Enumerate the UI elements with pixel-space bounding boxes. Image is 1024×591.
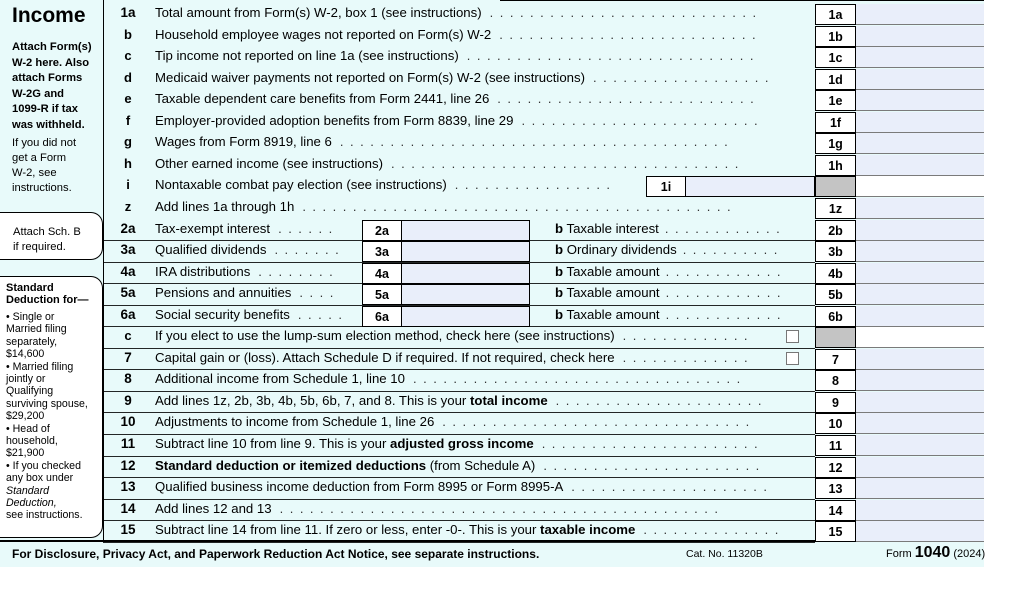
line-5b-box-label: 5b xyxy=(815,284,856,305)
line-2b-inline-amount-field[interactable] xyxy=(402,220,530,241)
line-2b-b-dot-leader: ............ xyxy=(664,220,787,236)
line-7-checkbox[interactable] xyxy=(786,352,799,365)
line-1a-description: Total amount from Form(s) W-2, box 1 (see instructions) xyxy=(155,5,482,20)
line-7-number: 7 xyxy=(124,349,132,365)
line-1d-box-label: 1d xyxy=(815,69,856,90)
line-11-box-label: 11 xyxy=(815,435,856,456)
line-row15-dot-leader: ............. xyxy=(622,328,755,344)
line-2b-box-label: 2b xyxy=(815,220,856,241)
std-deduction-line: jointly or xyxy=(6,373,46,385)
line-5b-b-description: b Taxable amount xyxy=(555,285,660,301)
footer-form-id: Form 1040 (2024) xyxy=(886,544,986,561)
std-deduction-line: • Single or xyxy=(6,311,55,323)
line-1c-dot-leader: ............................. xyxy=(466,48,760,64)
line-2b-number: 2a xyxy=(120,220,136,236)
line-7-box-label: 7 xyxy=(815,349,856,370)
std-deduction-line: household, xyxy=(6,435,58,447)
row-rule xyxy=(103,369,815,370)
line-1z-amount-field[interactable] xyxy=(856,198,984,219)
line-1i-number: i xyxy=(126,177,130,193)
line-row15-shaded-box xyxy=(815,327,856,348)
line-1f-dot-leader: ........................ xyxy=(521,112,765,128)
left-column-rule xyxy=(103,0,104,540)
line-row15-number: c xyxy=(124,328,132,344)
line-2b-b-description: b Taxable interest xyxy=(555,220,659,236)
line-9-description: Add lines 1z, 2b, 3b, 4b, 5b, 6b, 7, and 8. This is your total income xyxy=(155,392,548,408)
line-13-description: Qualified business income deduction from Form 8995 or Form 8995-A xyxy=(155,479,564,495)
line-2b-amount-field[interactable] xyxy=(856,220,984,241)
row-rule xyxy=(103,391,815,392)
std-deduction-line: surviving spouse, xyxy=(6,397,88,410)
line-12-number: 12 xyxy=(120,457,136,473)
line-1d-dot-leader: .................. xyxy=(592,69,775,85)
line-1c-number: c xyxy=(124,48,132,64)
std-deduction-line: Standard xyxy=(6,484,49,497)
line-6b-b-description: b Taxable amount xyxy=(555,306,660,322)
line-6b-b-dot-leader: ............ xyxy=(665,306,787,322)
line-1d-number: d xyxy=(124,69,132,85)
line-12-dot-leader: ...................... xyxy=(543,457,766,473)
line-1i-shaded-box xyxy=(815,176,856,197)
std-deduction-heading: Deduction for— xyxy=(6,294,89,306)
line-1i-inline-label: 1i xyxy=(646,176,686,197)
line-4b-dot-leader: ........ xyxy=(258,263,340,279)
line-1d-amount-field[interactable] xyxy=(856,69,984,90)
line-8-box-label: 8 xyxy=(815,370,856,391)
line-1b-dot-leader: .......................... xyxy=(499,26,763,42)
top-rule xyxy=(500,0,984,1)
line-10-number: 10 xyxy=(120,414,136,430)
line-14-number: 14 xyxy=(120,500,136,516)
line-1b-amount-field[interactable] xyxy=(856,26,984,47)
line-1b-number: b xyxy=(124,26,132,42)
line-1b-description: Household employee wages not reported on Form(s) W-2 xyxy=(155,26,492,42)
std-deduction-line: Married filing xyxy=(6,323,67,336)
line-13-dot-leader: .................... xyxy=(571,479,774,495)
line-4b-amount-field[interactable] xyxy=(856,263,984,284)
footer-cat-no: Cat. No. 11320B xyxy=(686,548,763,560)
line-5b-number: 5a xyxy=(120,285,136,301)
line-5b-inline-label: 5a xyxy=(362,284,402,305)
line-5b-description: Pensions and annuities xyxy=(155,285,292,301)
no-w2-note-line: instructions. xyxy=(12,182,72,194)
line-13-amount-field[interactable] xyxy=(856,478,984,499)
no-w2-note-line: W-2, see xyxy=(12,167,57,179)
line-12-amount-field[interactable] xyxy=(856,457,984,478)
line-4b-box-label: 4b xyxy=(815,263,856,284)
line-9-box-label: 9 xyxy=(815,392,856,413)
std-deduction-line: see instructions. xyxy=(6,509,83,522)
line-1f-description: Employer-provided adoption benefits from Form 8839, line 29 xyxy=(155,112,514,128)
std-deduction-line: any box under xyxy=(6,472,74,485)
line-1a-dot-leader: ........................... xyxy=(489,5,763,20)
line-6b-dot-leader: ..... xyxy=(297,306,349,322)
line-1a-box-label: 1a xyxy=(815,4,856,25)
line-2b-dot-leader: ...... xyxy=(278,220,339,236)
line-1a-amount-field[interactable] xyxy=(856,4,984,25)
row-rule xyxy=(103,477,815,478)
line-3b-b-dot-leader: .......... xyxy=(682,242,784,258)
line-12-description: Standard deduction or itemized deductions (from Schedule A) xyxy=(155,457,536,473)
std-deduction-line: separately, xyxy=(6,335,58,348)
line-3b-number: 3a xyxy=(120,242,136,258)
line-5b-dot-leader: .... xyxy=(299,285,340,301)
line-1e-number: e xyxy=(124,91,132,107)
line-1z-number: z xyxy=(124,198,132,214)
line-12-box-label: 12 xyxy=(815,457,856,478)
line-9-dot-leader: ..................... xyxy=(555,392,769,408)
std-deduction-line: • Married filing xyxy=(6,360,74,373)
footer-notice: For Disclosure, Privacy Act, and Paperwork Reduction Act Notice, see separate instructions. xyxy=(12,547,540,561)
line-1g-dot-leader: ....................................... xyxy=(339,134,735,150)
attach-note-line: W-2G and xyxy=(12,87,64,100)
line-1g-description: Wages from Form 8919, line 6 xyxy=(155,134,332,150)
line-4b-b-dot-leader: ............ xyxy=(665,263,787,279)
line-1b-box-label: 1b xyxy=(815,26,856,47)
std-deduction-line: • If you checked xyxy=(6,459,81,472)
line-8-description: Additional income from Schedule 1, line 10 xyxy=(155,371,405,387)
line-4b-inline-label: 4a xyxy=(362,263,402,284)
line-1e-box-label: 1e xyxy=(815,90,856,111)
line-3b-dot-leader: ....... xyxy=(274,242,346,258)
sch-b-note-line: Attach Sch. B xyxy=(13,226,81,238)
line-11-dot-leader: ...................... xyxy=(541,436,765,451)
row-rule xyxy=(103,542,815,543)
std-deduction-line: Qualifying xyxy=(6,385,54,398)
line-1i-inline-amount-field[interactable] xyxy=(686,176,815,197)
line-10-description: Adjustments to income from Schedule 1, line 26 xyxy=(155,414,435,430)
line-1c-box-label: 1c xyxy=(815,47,856,68)
line-1e-description: Taxable dependent care benefits from Form 2441, line 26 xyxy=(155,91,490,107)
std-deduction-line: Deduction, xyxy=(6,497,57,509)
line-14-box-label: 14 xyxy=(815,500,856,521)
line-3b-inline-label: 3a xyxy=(362,241,402,262)
line-row15-description: If you elect to use the lump-sum election method, check here (see instructions) xyxy=(155,328,615,344)
std-deduction-line: $29,200 xyxy=(6,410,45,423)
line-1e-dot-leader: .......................... xyxy=(497,91,761,107)
line-3b-box-label: 3b xyxy=(815,241,856,262)
line-1i-amount-field[interactable] xyxy=(856,176,984,197)
row-rule xyxy=(103,348,815,349)
line-2b-inline-label: 2a xyxy=(362,220,402,241)
line-13-number: 13 xyxy=(120,479,136,495)
line-9-number: 9 xyxy=(124,392,132,408)
sch-b-note-line: if required. xyxy=(13,241,66,253)
line-6b-description: Social security benefits xyxy=(155,306,290,322)
line-1h-box-label: 1h xyxy=(815,155,856,176)
line-15-number: 15 xyxy=(120,522,136,538)
line-1d-description: Medicaid waiver payments not reported on Form(s) W-2 (see instructions) xyxy=(155,69,585,85)
attach-note-line: Attach Form(s) xyxy=(12,41,92,53)
line-6b-inline-label: 6a xyxy=(362,306,402,327)
line-row15-checkbox[interactable] xyxy=(786,330,799,343)
line-15-dot-leader: .............. xyxy=(643,522,785,538)
line-1f-number: f xyxy=(125,112,131,128)
line-1h-dot-leader: ................................... xyxy=(390,155,745,171)
line-7-description: Capital gain or (loss). Attach Schedule D if required. If not required, check here xyxy=(155,349,615,365)
line-11-number: 11 xyxy=(120,436,136,451)
line-1g-amount-field[interactable] xyxy=(856,133,984,154)
line-10-box-label: 10 xyxy=(815,413,856,434)
line-5b-inline-amount-field[interactable] xyxy=(402,284,530,305)
row-rule xyxy=(103,499,815,500)
line-14-description: Add lines 12 and 13 xyxy=(155,500,272,516)
line-1i-dot-leader: ................ xyxy=(454,177,617,193)
line-14-dot-leader: ............................................ xyxy=(279,500,725,516)
line-1h-amount-field[interactable] xyxy=(856,155,984,176)
line-3b-inline-amount-field[interactable] xyxy=(402,241,530,262)
line-15-box-label: 15 xyxy=(815,521,856,542)
line-15-description: Subtract line 14 from line 11. If zero or less, enter -0-. This is your taxable income xyxy=(155,522,636,538)
line-8-dot-leader: ................................. xyxy=(412,371,747,387)
line-1h-description: Other earned income (see instructions) xyxy=(155,155,383,171)
line-7-dot-leader: ............. xyxy=(622,349,755,365)
section-title: Income xyxy=(12,4,86,27)
line-3b-b-description: b Ordinary dividends xyxy=(555,242,677,258)
line-14-amount-field[interactable] xyxy=(856,500,984,521)
line-11-description: Subtract line 10 from line 9. This is your adjusted gross income xyxy=(155,436,534,451)
line-1g-box-label: 1g xyxy=(815,133,856,154)
line-3b-amount-field[interactable] xyxy=(856,241,984,262)
row-rule xyxy=(103,434,815,435)
line-7-amount-field[interactable] xyxy=(856,349,984,370)
line-6b-inline-amount-field[interactable] xyxy=(402,306,530,327)
line-4b-description: IRA distributions xyxy=(155,263,251,279)
attach-note-line: W-2 here. Also xyxy=(12,56,90,69)
footer-form-number: 1040 xyxy=(914,544,951,561)
std-deduction-line: $21,900 xyxy=(6,447,45,460)
no-w2-note-line: If you did not xyxy=(12,137,77,149)
line-8-amount-field[interactable] xyxy=(856,370,984,391)
line-10-amount-field[interactable] xyxy=(856,413,984,434)
attach-note-line: attach Forms xyxy=(12,72,83,84)
line-1h-number: h xyxy=(124,155,132,171)
line-15-amount-field[interactable] xyxy=(856,521,984,542)
line-10-dot-leader: ............................... xyxy=(442,414,756,430)
line-6b-box-label: 6b xyxy=(815,306,856,327)
line-6b-number: 6a xyxy=(120,306,136,322)
line-1f-amount-field[interactable] xyxy=(856,112,984,133)
line-5b-amount-field[interactable] xyxy=(856,284,984,305)
std-deduction-heading: Standard xyxy=(6,282,54,294)
line-6b-amount-field[interactable] xyxy=(856,306,984,327)
line-1z-dot-leader: ........................................... xyxy=(302,198,738,214)
line-1a-number: 1a xyxy=(120,5,136,20)
row-rule xyxy=(103,456,815,457)
line-3b-description: Qualified dividends xyxy=(155,242,267,258)
line-4b-b-description: b Taxable amount xyxy=(555,263,660,279)
line-8-number: 8 xyxy=(124,371,132,387)
line-1z-description: Add lines 1a through 1h xyxy=(155,198,295,214)
line-13-box-label: 13 xyxy=(815,478,856,499)
no-w2-note-line: get a Form xyxy=(12,152,67,164)
line-1f-box-label: 1f xyxy=(815,112,856,133)
line-row15-amount-field[interactable] xyxy=(856,327,984,348)
line-1c-amount-field[interactable] xyxy=(856,47,984,68)
attach-note-line: 1099-R if tax xyxy=(12,103,78,115)
line-1g-number: g xyxy=(124,134,132,150)
attach-note-line: was withheld. xyxy=(12,118,85,131)
line-1z-box-label: 1z xyxy=(815,198,856,219)
line-4b-number: 4a xyxy=(120,263,136,279)
line-1e-amount-field[interactable] xyxy=(856,90,984,111)
line-11-amount-field[interactable] xyxy=(856,435,984,456)
line-5b-b-dot-leader: ............ xyxy=(665,285,787,301)
std-deduction-line: • Head of xyxy=(6,422,50,435)
line-1i-description: Nontaxable combat pay election (see instructions) xyxy=(155,177,447,193)
line-1c-description: Tip income not reported on line 1a (see instructions) xyxy=(155,48,459,64)
line-4b-inline-amount-field[interactable] xyxy=(402,263,530,284)
std-deduction-line: $14,600 xyxy=(6,348,45,361)
line-2b-description: Tax-exempt interest xyxy=(155,220,271,236)
row-rule xyxy=(103,520,815,521)
row-rule xyxy=(103,412,815,413)
line-9-amount-field[interactable] xyxy=(856,392,984,413)
